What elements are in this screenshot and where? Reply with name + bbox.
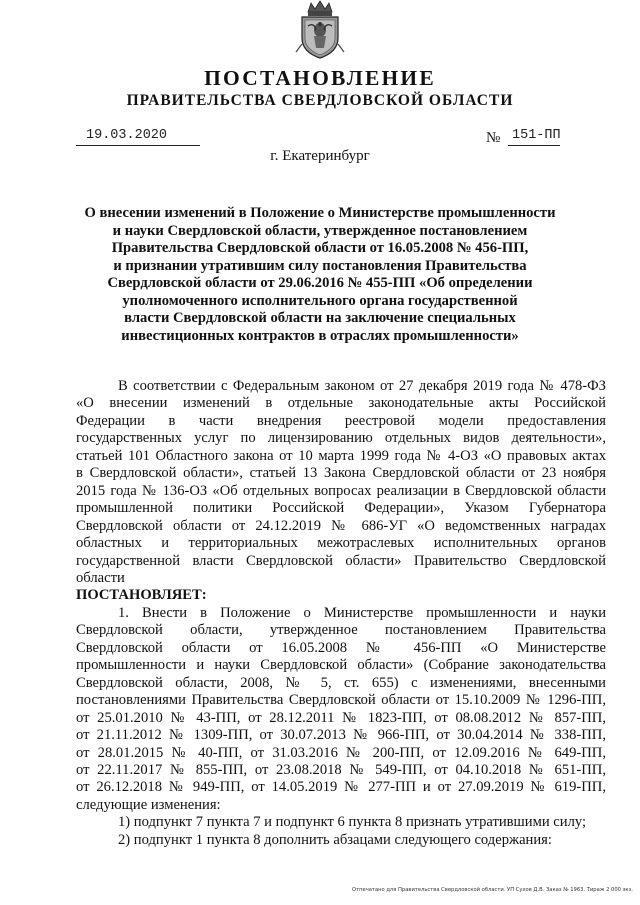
heading-line: Свердловской области от 29.06.2016 № 455-ПП «Об определении — [107, 275, 533, 291]
item-line: промышленности и науки Свердловской области» (Собрание законодательства — [76, 657, 606, 674]
date-underline — [76, 145, 200, 146]
item-line: Свердловской области, утвержденное постановлением Правительства — [76, 622, 606, 639]
item-line: 1. Внести в Положение о Министерстве промышленности и науки — [118, 604, 606, 621]
city: г. Екатеринбург — [270, 148, 370, 164]
document-subtitle: ПРАВИТЕЛЬСТВА СВЕРДЛОВСКОЙ ОБЛАСТИ — [126, 92, 514, 109]
decree-word: ПОСТАНОВЛЯЕТ: — [76, 587, 207, 604]
print-footer: Отпечатано для Правительства Свердловской области. УП Сухов Д.В. Заказ № 1963. Тираж 2 000 экз. — [352, 887, 633, 893]
preamble-line: государственной власти Свердловской области» Правительство Свердловской — [76, 552, 606, 569]
item-line: постановлениями Правительства Свердловской области от 15.10.2009 № 1296-ПП, — [76, 692, 606, 709]
preamble-line: Федерации в части внедрения реестровой модели предоставления — [76, 412, 606, 429]
preamble-line: Свердловской области от 24.12.2019 № 686-УГ «О ведомственных наградах — [76, 517, 606, 534]
item-line: от 22.11.2017 № 855-ПП, от 23.08.2018 № 549-ПП, от 04.10.2018 № 651-ПП, — [76, 761, 606, 778]
sub-item: 2) подпункт 1 пункта 8 дополнить абзацами следующего содержания: — [118, 831, 552, 848]
document-number: 151-ПП — [512, 128, 561, 143]
heading-line: инвестиционных контрактов в отраслях промышленности» — [121, 327, 519, 344]
preamble-line: В соответствии с Федеральным законом от 27 декабря 2019 года № 478-ФЗ — [118, 378, 606, 394]
sub-item: 1) подпункт 7 пункта 7 и подпункт 6 пункта 8 признать утратившими силу; — [118, 814, 587, 831]
preamble-line: в Свердловской области», статьей 13 Закона Свердловской области от 23 ноября — [76, 465, 606, 482]
item-line: от 25.01.2010 № 43-ПП, от 28.12.2011 № 1823-ПП, от 08.08.2012 № 857-ПП, — [76, 709, 606, 726]
item-line: от 26.12.2018 № 949-ПП, от 14.05.2019 № 277-ПП и от 27.09.2019 № 619-ПП, — [76, 779, 606, 796]
preamble-line: промышленной политики Российской Федерации», Указом Губернатора — [76, 500, 606, 517]
item-line: следующие изменения: — [76, 796, 221, 813]
heading-line: уполномоченного исполнительного органа государственной — [122, 292, 518, 309]
document-heading — [70, 205, 570, 345]
item-line: от 28.01.2015 № 40-ПП, от 31.03.2016 № 200-ПП, от 12.09.2016 № 649-ПП, — [76, 744, 606, 761]
heading-line: Правительства Свердловской области от 16.05.2008 № 456-ПП, — [111, 240, 529, 256]
document-date: 19.03.2020 — [86, 128, 168, 143]
preamble-line: статьей 101 Областного закона от 10 марта 1999 года № 4-ОЗ «О правовых актах — [76, 447, 606, 464]
item-line: Свердловской области от 16.05.2008 № 456-ПП «О Министерстве — [76, 639, 606, 656]
item-line: от 21.11.2012 № 1309-ПП, от 30.07.2013 № 966-ПП, от 30.04.2014 № 338-ПП, — [76, 727, 606, 744]
number-label: № — [486, 130, 501, 146]
item-line: Свердловской области, 2008, № 5, ст. 655) с изменениями, внесенными — [76, 674, 606, 691]
number-underline — [508, 145, 560, 146]
preamble-line: государственных услуг по лицензированию отдельных видов деятельности», — [76, 430, 606, 447]
heading-line: О внесении изменений в Положение о Министерстве промышленности — [84, 205, 556, 221]
preamble-line: 2015 года № 136-ОЗ «Об отдельных вопросах реализации в Свердловской области — [76, 482, 606, 499]
preamble-line: областных и территориальных межотраслевых исполнительных органов — [76, 535, 606, 552]
preamble-line: «О внесении изменений в отдельные законодательные акты Российской — [76, 395, 606, 412]
preamble-line: области — [76, 569, 125, 586]
heading-line: и признании утратившим силу постановления Правительства — [113, 257, 527, 274]
document-body — [76, 378, 606, 849]
heading-line: власти Свердловской области на заключение специальных — [124, 310, 516, 326]
heading-line: и науки Свердловской области, утвержденное постановлением — [112, 222, 528, 239]
coat-of-arms-icon — [294, 0, 346, 60]
document-title: ПОСТАНОВЛЕНИЕ — [204, 66, 436, 90]
